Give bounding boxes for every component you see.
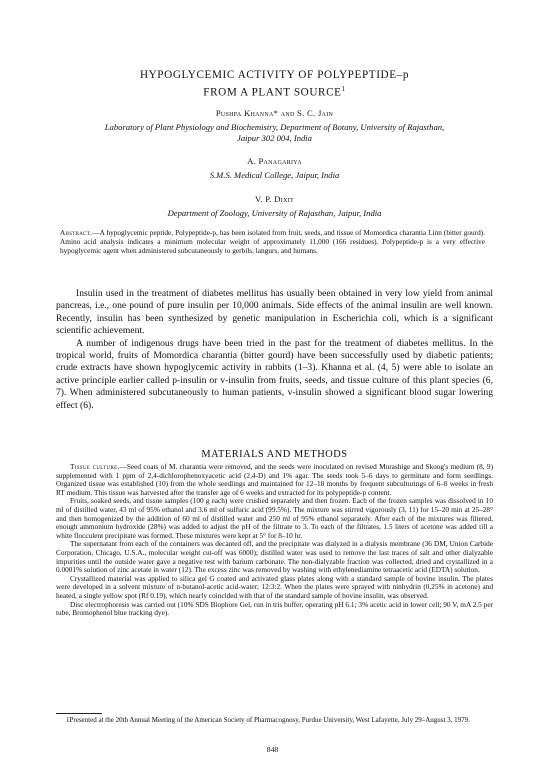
methods-paragraph-text: —Seed coats of M. charantia were removed, and the seeds were inoculated on revised Murashige and Skoog's medium (8, 9) supplemented with 1 ppm of 2,4-dichlorophenoxyacetic acid (2,4-D) and 1% agar. The seeds took 5–6 days to germinate and form seedlings. Organized tissue was established (10) from the whole seedlings and maintained for 12–18 months by frequent subculturings of 6–8 weeks in fresh RT medium. This tissue was harvested after the transfer age of 6 weeks and extracted for its polypeptide-p content. (56, 462, 494, 497)
author-names-2: A. Panagariya (247, 156, 302, 166)
page-number: 848 (266, 745, 279, 754)
methods-paragraph: The supernatant from each of the containers was decanted off, and the precipitate was dialyzed in a dialysis membrane (36 DM, Union Carbide Corporation, Chicago, U.S.A., molecular weight cut-off was 6000); distilled water was used to remove the last traces of salt and other dialyzable impurities until the outside water gave a negative test with barium carbonate. The non-dialyzable fraction was collected, dried and crystallized in a 0.0001% solution of zinc acetate in water (12). The excess zinc was removed by washing with ethylenediamine tetraacetic acid (EDTA) solution. (56, 539, 493, 575)
methods-paragraph: Disc electrophoresis was carried out (10% SDS Biophore Gel, run in tris buffer, operating pH 6.1; 3% acetic acid in lower cell; 90 V, mA 2.5 per tube, Bromophenol blue tracking dye). (56, 599, 493, 618)
title-line-1: HYPOGLYCEMIC ACTIVITY OF POLYPEPTIDE–p (139, 69, 410, 81)
intro-paragraph: A number of indigenous drugs have been tried in the past for the treatment of diabetes mellitus. In the tropical world, fruits of Momordica charantia (bitter gourd) have been successfully used by diabetic patients; crude extracts have shown hypoglycemic activity in rabbits (1–3). Khanna et al. (4, 5) were able to isolate an active principle earlier called p-insulin or v-insulin from fruits, seeds, and tissue culture of this plant species (6, 7). When administered subcutaneously to human patients, v-insulin showed a significant blood sugar lowering effect (6). (56, 337, 493, 411)
title-footnote-marker: 1 (341, 85, 346, 93)
footnote (56, 716, 493, 725)
intro-paragraph: Insulin used in the treatment of diabetes mellitus has usually been obtained in very low yield from animal pancreas, i.e., one pound of pure insulin per 10,000 animals. Side effects of the animal insulin are well known. Recently, insulin has been synthesized by genetic manipulation in Escherichia coli, which is a significant scientific achievement. (56, 288, 493, 337)
abstract-text: —A hypoglycemic peptide, Polypeptide-p, has been isolated from fruit, seeds, and tissue of Momordica charantia Linn (bitter gourd). Amino acid analysis indicates a minimum molecular weight of approximately 11,000 (166 residues). Polypeptide-p is a very effective hypoglycemic agent when administered subcutaneously to gerbils, langurs, and humans. (60, 228, 485, 255)
author-names-3: V. P. Dixit (254, 194, 295, 204)
methods-paragraph: Crystallized material was applied to silica gel G coated and activated glass plates along with a standard sample of bovine insulin. The plates were developed in a solvent mixture of n-butanol-acetic acid-water; 12:3:2. When the plates were sprayed with ninhydrin (0.25% in acetone) and heated, a single yellow spot (Rf 0.19), which nearly coincided with that of the standard sample of bovine insulin, was observed. (56, 573, 493, 600)
abstract-label: Abstract. (60, 228, 93, 237)
article-title (56, 68, 493, 100)
methods-subheading: Tissue culture. (70, 462, 120, 471)
title-line-2 (56, 82, 493, 100)
abstract (60, 228, 485, 255)
footnote-divider (56, 713, 102, 714)
introduction (56, 288, 493, 412)
author-affiliation-1: Laboratory of Plant Physiology and Biochemistry, Department of Botany, University of Rajasthan, Jaipur 302 004, India (104, 122, 445, 143)
methods-section (56, 463, 493, 618)
methods-paragraph: Fruits, soaked seeds, and tissue samples (100 g each) were crushed separately and then frozen. Each of the frozen samples was dissolved in 10 ml of distilled water, 43 ml of 95% ethanol and 3.6 ml of sulfuric acid (99.5%). The mixture was stirred vigorously (3, 11) for 15–20 min at 25–28° and then homogenized by the addition of 60 ml of distilled water and 250 ml of 95% ethanol separately. After each of the mixtures was filtered, enough ammonium hydroxide (28%) was added to adjust the pH of the filtrate to 3. To each of the filtrates, 1.5 liters of acetone was added till a white flocculent precipitate was formed. These mixtures were kept at 5° for 8–10 hr. (56, 496, 493, 540)
footnote-text: 1Presented at the 20th Annual Meeting of the American Society of Pharmacognosy, Purdue University, West Lafayette, July 29–August 3, 1979. (66, 716, 470, 724)
author-affiliation-3: Department of Zoology, University of Rajasthan, Jaipur, India (167, 208, 382, 218)
methods-paragraph (56, 463, 493, 497)
author-affiliation-2: S.M.S. Medical College, Jaipur, India (209, 170, 340, 180)
title-line-2-text: FROM A PLANT SOURCE (203, 86, 342, 99)
section-heading: MATERIALS AND METHODS (201, 449, 348, 460)
author-names-1: Pushpa Khanna* and S. C. Jain (215, 108, 334, 118)
